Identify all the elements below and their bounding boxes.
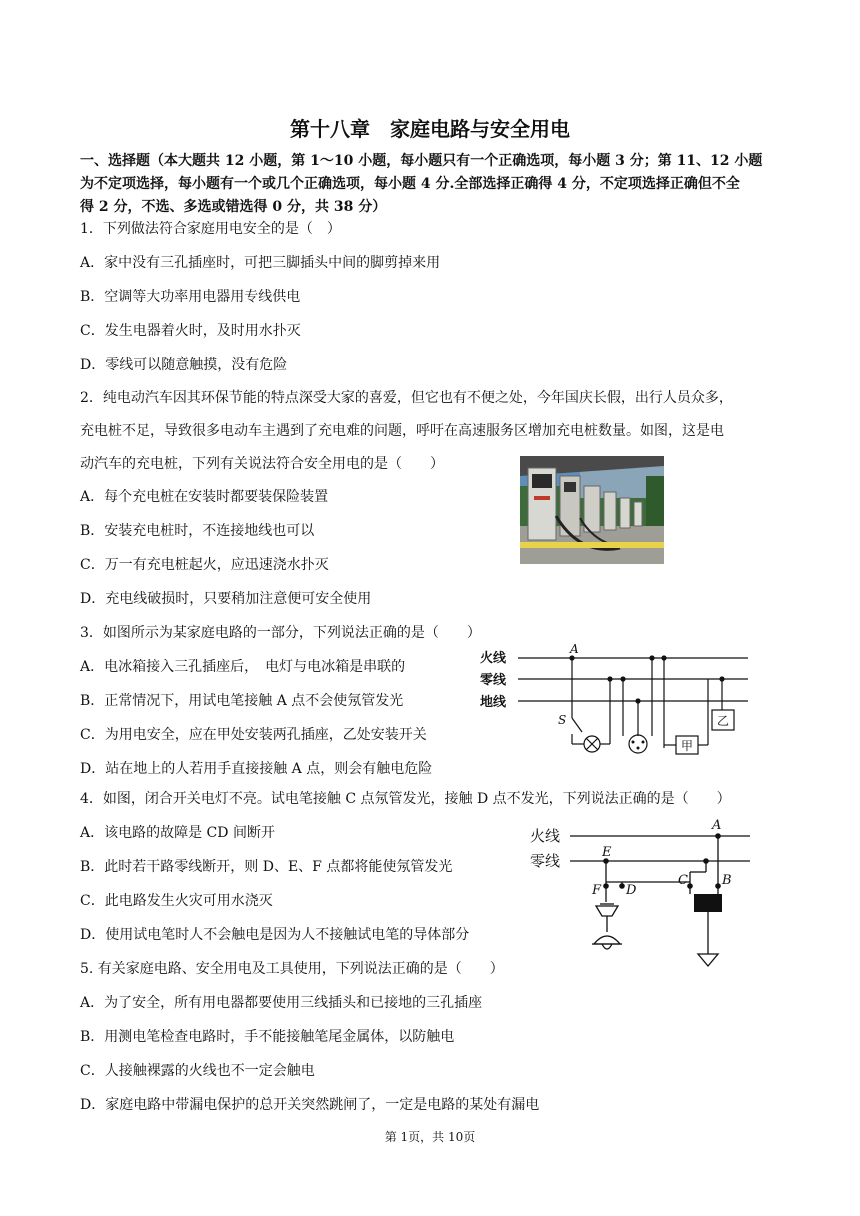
q2-option-c: C．万一有充电桩起火，应迅速浇水扑灭 — [80, 557, 329, 573]
chapter-title: 第十八章 家庭电路与安全用电 — [290, 117, 570, 141]
q4-option-d: D．使用试电笔时人不会触电是因为人不接触试电笔的导体部分 — [80, 927, 470, 943]
section-header-line: 一、选择题（本大题共 12 小题，第 1～10 小题，每小题只有一个正确选项，每小题 3 分；第 11、12 小题 — [80, 153, 763, 169]
q4-option-a: A．该电路的故障是 CD 间断开 — [80, 825, 275, 841]
q4-point-b-label: B — [722, 873, 732, 888]
page-footer: 第 1页，共 10页 — [384, 1130, 476, 1144]
q5-option-a: A．为了安全，所有用电器都要使用三线插头和已接地的三孔插座 — [80, 995, 483, 1011]
q1-stem: 1．下列做法符合家庭用电安全的是（ ） — [80, 221, 341, 237]
q4-point-a-label: A — [712, 818, 722, 833]
q1-option-b: B．空调等大功率用电器用专线供电 — [80, 289, 301, 305]
q1-option-d: D．零线可以随意触摸，没有危险 — [80, 357, 288, 373]
q3-circuit-diagram — [478, 638, 754, 764]
q2-option-a: A．每个充电桩在安装时都要装保险装置 — [80, 489, 329, 505]
q5-option-b: B．用测电笔检查电路时，手不能接触笔尾金属体，以防触电 — [80, 1029, 455, 1045]
q3-option-c: C．为用电安全，应在甲处安装两孔插座，乙处安装开关 — [80, 727, 427, 743]
q1-option-c: C．发生电器着火时，及时用水扑灭 — [80, 323, 301, 339]
q4-stem: 4．如图，闭合开关电灯不亮。试电笔接触 C 点氖管发光，接触 D 点不发光，下列说法正确的是（ ） — [80, 791, 731, 807]
q5-option-c: C．人接触裸露的火线也不一定会触电 — [80, 1063, 315, 1079]
q3-switch-label: S — [558, 713, 567, 727]
q1-option-a: A．家中没有三孔插座时，可把三脚插头中间的脚剪掉来用 — [80, 255, 441, 271]
section-header-line: 得 2 分，不选、多选或错选得 0 分，共 38 分） — [80, 199, 387, 215]
q5-stem: 5. 有关家庭电路、安全用电及工具使用，下列说法正确的是（ ） — [80, 961, 504, 977]
section-header-line: 为不定项选择，每小题有一个或几个正确选项，每小题 4 分.全部选择正确得 4 分，不定项选择正确但不全 — [80, 176, 740, 192]
q3-live-label: 火线 — [480, 651, 507, 666]
q3-option-d: D．站在地上的人若用手直接接触 A 点，则会有触电危险 — [80, 761, 433, 777]
q3-box-jia-label: 甲 — [681, 739, 694, 753]
q4-neutral-label: 零线 — [530, 852, 561, 870]
q4-point-e-label: E — [602, 845, 612, 860]
q4-option-c: C．此电路发生火灾可用水浇灭 — [80, 893, 273, 909]
q4-point-f-label: F — [592, 883, 602, 898]
q3-box-yi-label: 乙 — [717, 714, 730, 728]
q3-point-a-label: A — [570, 642, 579, 656]
q2-option-d: D．充电线破损时，只要稍加注意便可安全使用 — [80, 591, 372, 607]
section-header — [80, 150, 786, 219]
q4-circuit-diagram — [528, 814, 758, 972]
q4-live-label: 火线 — [530, 827, 561, 845]
q3-stem: 3．如图所示为某家庭电路的一部分，下列说法正确的是（ ） — [80, 625, 481, 641]
q4-point-d-label: D — [626, 883, 637, 898]
q2-stem-line: 2．纯电动汽车因其环保节能的特点深受大家的喜爱，但它也有不便之处，今年国庆长假，出行人员众多， — [80, 390, 733, 406]
q3-option-b: B．正常情况下，用试电笔接触 A 点不会使氖管发光 — [80, 693, 404, 709]
q2-stem-line: 充电桩不足，导致很多电动车主遇到了充电难的问题，呼吁在高速服务区增加充电桩数量。如图，这是电 — [80, 423, 724, 439]
q2-stem-line: 动汽车的充电桩，下列有关说法符合安全用电的是（ ） — [80, 456, 444, 472]
q3-neutral-label: 零线 — [480, 673, 507, 688]
q2-option-b: B．安装充电桩时，不连接地线也可以 — [80, 523, 315, 539]
q4-point-c-label: C — [678, 873, 688, 888]
q3-ground-label: 地线 — [480, 695, 507, 710]
q5-option-d: D．家庭电路中带漏电保护的总开关突然跳闸了，一定是电路的某处有漏电 — [80, 1097, 540, 1113]
q4-option-b: B．此时若干路零线断开，则 D、E、F 点都将能使氖管发光 — [80, 859, 453, 875]
charging-station-photo — [520, 456, 664, 564]
q3-option-a: A．电冰箱接入三孔插座后， 电灯与电冰箱是串联的 — [80, 659, 406, 675]
